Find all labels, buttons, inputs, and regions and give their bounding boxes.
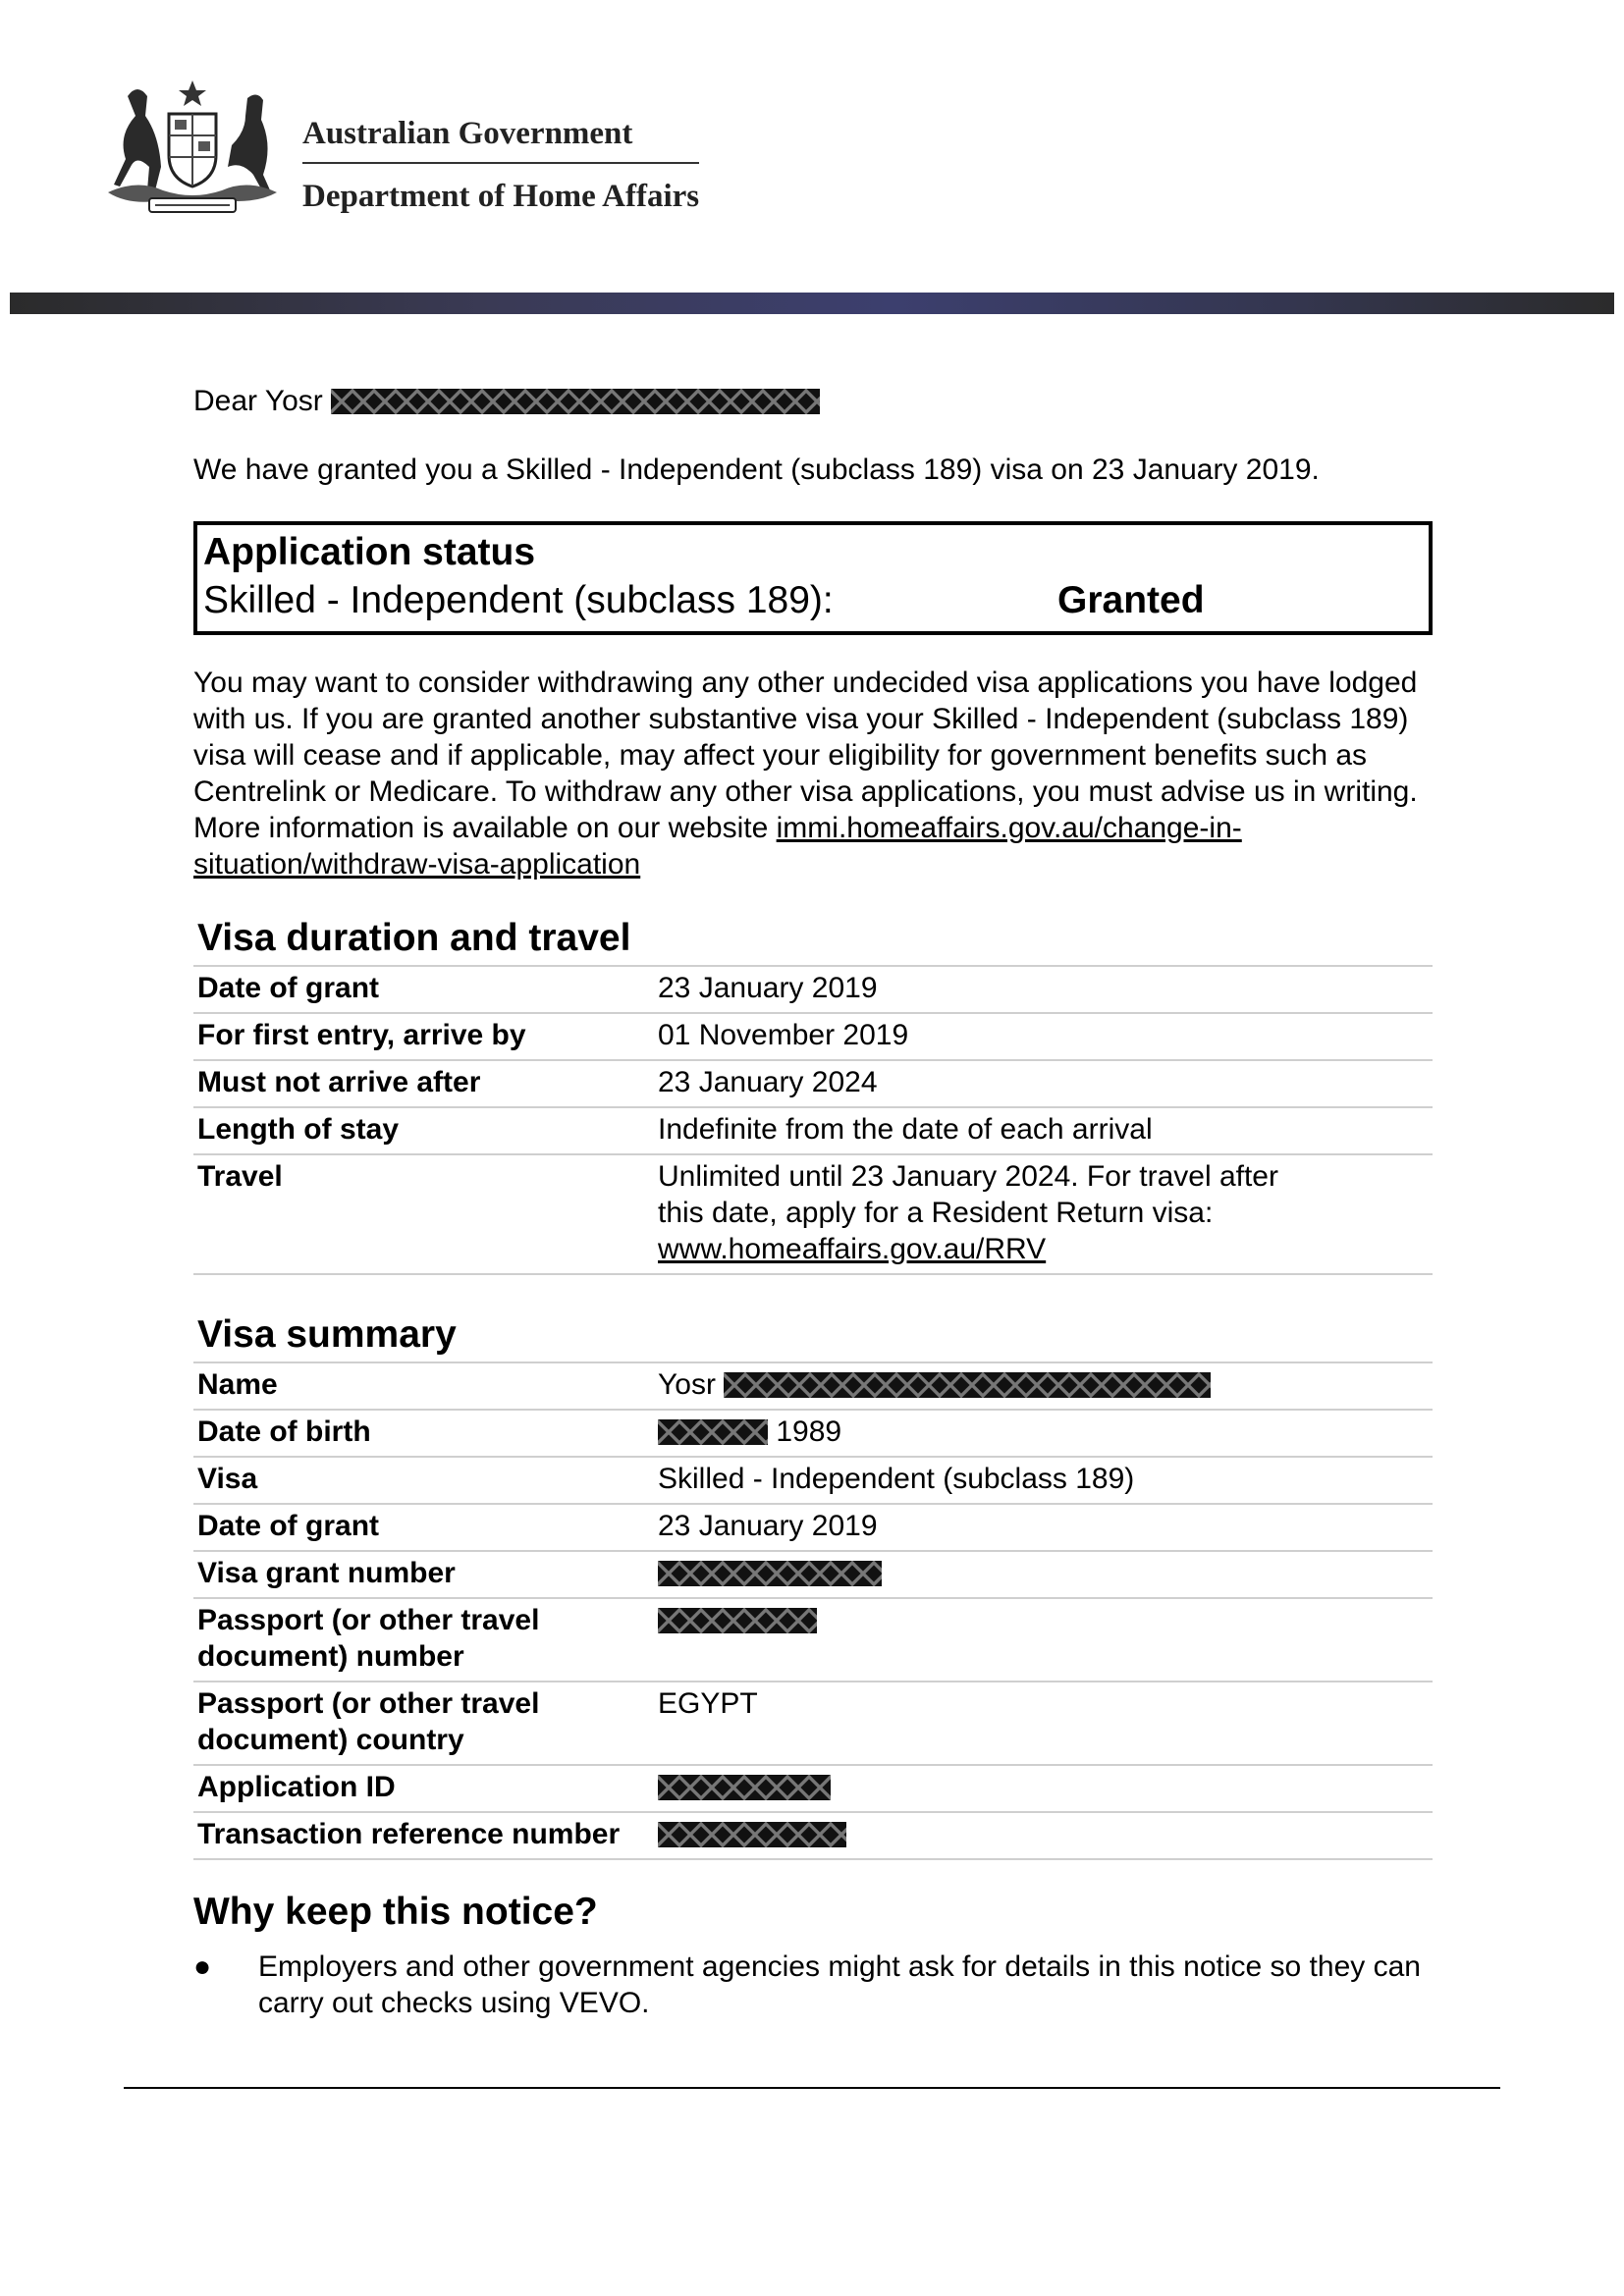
row-value: [654, 1551, 1433, 1598]
table-row: [193, 1551, 1433, 1598]
row-value: [654, 1812, 1433, 1859]
table-row: [193, 1598, 1433, 1682]
row-value: Skilled - Independent (subclass 189): [654, 1457, 1433, 1504]
duration-title: Visa duration and travel: [197, 917, 631, 959]
table-row: [193, 1765, 1433, 1812]
row-value: 23 January 2019: [654, 966, 1433, 1013]
row-label: Passport (or other travel document) number: [193, 1598, 654, 1682]
summary-section: [193, 1312, 1433, 1860]
table-row: [193, 1362, 1433, 1410]
row-value: 23 January 2024: [654, 1060, 1433, 1107]
header-band: [10, 293, 1614, 314]
status-value: Granted: [1057, 579, 1205, 621]
table-row: [193, 1154, 1433, 1274]
department-title: Department of Home Affairs: [302, 179, 700, 214]
row-label: Application ID: [193, 1765, 654, 1812]
withdraw-paragraph: [193, 665, 1433, 882]
greeting-text: Dear Yosr: [193, 385, 323, 417]
row-label: Travel: [193, 1154, 654, 1274]
status-title: Application status: [203, 531, 536, 573]
table-row: [193, 1457, 1433, 1504]
row-label: Visa: [193, 1457, 654, 1504]
name-value: Yosr: [658, 1368, 716, 1401]
birth-year: 1989: [776, 1415, 842, 1448]
withdraw-text: You may want to consider withdrawing any other undecided visa applications you have lodged with us. If you are granted another substantive visa your Skilled - Independent (subclass 189) visa will cease and if applicable, may affect your eligibility for government benefits such as Centrelink or Medicare. To withdraw any other visa applications, you must advise us in writing. More information is available on our website: [193, 667, 1418, 844]
travel-text: Unlimited until 23 January 2024. For travel after this date, apply for a Resident Return visa:: [658, 1160, 1278, 1229]
row-label: Must not arrive after: [193, 1060, 654, 1107]
row-label: Date of grant: [193, 966, 654, 1013]
table-row: [193, 1410, 1433, 1457]
row-value: Indefinite from the date of each arrival: [654, 1107, 1433, 1154]
redacted-passport-number: [658, 1608, 817, 1633]
bullet-dot-icon: ●: [193, 1950, 212, 1983]
notice-section: [193, 1890, 1433, 2021]
status-row: [203, 576, 1423, 625]
redacted-transaction-ref: [658, 1822, 846, 1847]
row-label: Date of birth: [193, 1410, 654, 1457]
letterhead: [0, 0, 1624, 294]
government-title: Australian Government: [302, 116, 633, 151]
bullet-text: Employers and other government agencies might ask for details in this notice so they can carry out checks using VEVO.: [258, 1950, 1421, 2019]
summary-title: Visa summary: [197, 1313, 457, 1356]
letter-body: [193, 383, 1433, 2021]
table-row: [193, 966, 1433, 1013]
redacted-surname: [331, 389, 820, 414]
duration-table: [193, 965, 1433, 1275]
redacted-grant-number: [658, 1561, 882, 1586]
table-row: [193, 1107, 1433, 1154]
row-value: [654, 1598, 1433, 1682]
withdraw-link[interactable]: immi.homeaffairs.gov.au/change-in-situation/withdraw-visa-application: [193, 812, 1242, 881]
notice-title: Why keep this notice?: [193, 1891, 598, 1933]
greeting: [193, 383, 1433, 419]
row-value: 23 January 2019: [654, 1504, 1433, 1551]
table-row: [193, 1682, 1433, 1765]
rrv-link[interactable]: www.homeaffairs.gov.au/RRV: [658, 1233, 1047, 1265]
grant-intro: We have granted you a Skilled - Independent (subclass 189) visa on 23 January 2019.: [193, 454, 1320, 486]
list-item: [193, 1949, 1433, 2021]
footer-divider: [124, 2087, 1500, 2089]
title-divider: [302, 162, 699, 164]
row-label: Transaction reference number: [193, 1812, 654, 1859]
row-value: [654, 1765, 1433, 1812]
redacted-surname: [724, 1372, 1211, 1398]
table-row: [193, 1013, 1433, 1060]
row-value: [654, 1362, 1433, 1410]
row-label: Length of stay: [193, 1107, 654, 1154]
row-value: 01 November 2019: [654, 1013, 1433, 1060]
row-label: Date of grant: [193, 1504, 654, 1551]
duration-section: [193, 916, 1433, 1275]
row-label: For first entry, arrive by: [193, 1013, 654, 1060]
table-row: [193, 1812, 1433, 1859]
coat-of-arms-icon: [98, 77, 287, 224]
table-row: [193, 1504, 1433, 1551]
row-value: [654, 1154, 1433, 1274]
table-row: [193, 1060, 1433, 1107]
row-label: Name: [193, 1362, 654, 1410]
redacted-birth-day: [658, 1419, 768, 1445]
status-visa-name: Skilled - Independent (subclass 189):: [203, 579, 834, 621]
row-label: Passport (or other travel document) country: [193, 1682, 654, 1765]
row-value: EGYPT: [654, 1682, 1433, 1765]
application-status-box: [193, 521, 1433, 635]
row-label: Visa grant number: [193, 1551, 654, 1598]
row-value: [654, 1410, 1433, 1457]
summary-table: [193, 1362, 1433, 1860]
redacted-application-id: [658, 1775, 831, 1800]
